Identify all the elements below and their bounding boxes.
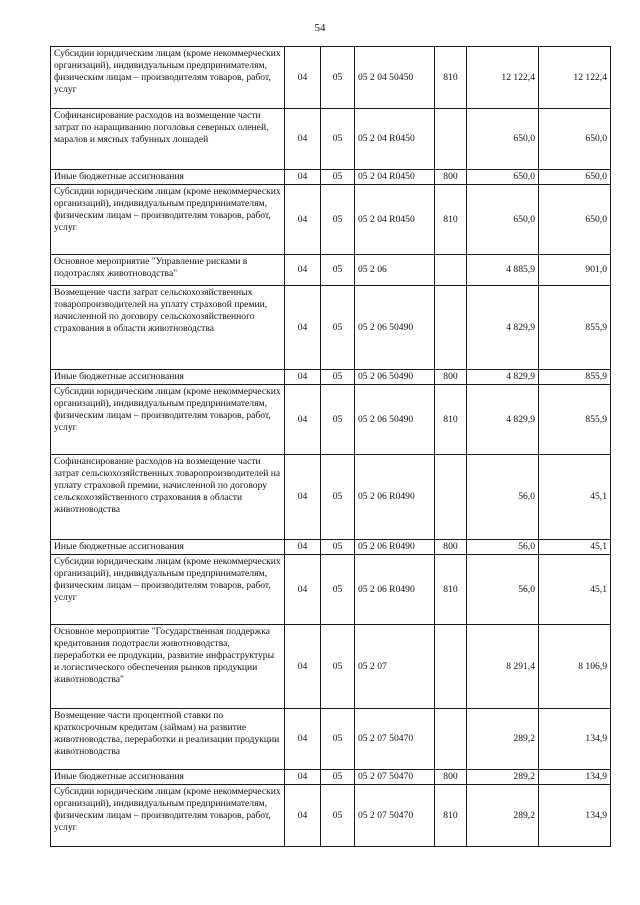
- row-section: 04: [285, 555, 321, 625]
- row-name: Софинансирование расходов на возмещение части затрат по наращиванию поголовья северных оленей, маралов и мясных табунных лошадей: [51, 109, 285, 170]
- row-amount-1: 8 291,4: [467, 625, 539, 709]
- row-expense-type: [435, 109, 467, 170]
- row-target-article: 05 2 06 R0490: [355, 455, 435, 540]
- row-subsection: 05: [321, 255, 355, 286]
- row-expense-type: [435, 455, 467, 540]
- row-target-article: 05 2 06 50490: [355, 385, 435, 455]
- row-amount-2: 45,1: [539, 540, 611, 555]
- table-row: [51, 540, 611, 555]
- row-amount-2: 650,0: [539, 170, 611, 185]
- row-amount-2: 855,9: [539, 385, 611, 455]
- row-target-article: 05 2 04 50450: [355, 47, 435, 109]
- row-target-article: 05 2 07 50470: [355, 709, 435, 770]
- row-expense-type: [435, 625, 467, 709]
- table-row: [51, 455, 611, 540]
- row-target-article: 05 2 04 R0450: [355, 185, 435, 255]
- row-name: Субсидии юридическим лицам (кроме некоммерческих организаций), индивидуальным предпринимателям, физическим лицам – производителям товаров, работ, услуг: [51, 555, 285, 625]
- row-amount-1: 4 829,9: [467, 286, 539, 370]
- row-amount-2: 650,0: [539, 109, 611, 170]
- row-subsection: 05: [321, 709, 355, 770]
- row-expense-type: [435, 709, 467, 770]
- row-subsection: 05: [321, 286, 355, 370]
- row-amount-1: 650,0: [467, 109, 539, 170]
- row-subsection: 05: [321, 170, 355, 185]
- row-section: 04: [285, 709, 321, 770]
- row-amount-2: 12 122,4: [539, 47, 611, 109]
- row-amount-1: 56,0: [467, 540, 539, 555]
- row-section: 04: [285, 47, 321, 109]
- row-target-article: 05 2 04 R0450: [355, 109, 435, 170]
- row-name: Софинансирование расходов на возмещение части затрат сельскохозяйственных товаропроизводителей на уплату страховой премии, начисленной по договору сельскохозяйственного страхования в области животноводства: [51, 455, 285, 540]
- row-expense-type: 810: [435, 555, 467, 625]
- table-row: [51, 625, 611, 709]
- row-section: 04: [285, 540, 321, 555]
- row-name: Возмещение части затрат сельскохозяйственных товаропроизводителей на уплату страховой премии, начисленной по договору сельскохозяйственного страхования в области животноводства: [51, 286, 285, 370]
- row-amount-2: 134,9: [539, 770, 611, 785]
- row-section: 04: [285, 625, 321, 709]
- row-expense-type: 810: [435, 185, 467, 255]
- row-section: 04: [285, 255, 321, 286]
- row-amount-2: 901,0: [539, 255, 611, 286]
- row-name: Субсидии юридическим лицам (кроме некоммерческих организаций), индивидуальным предпринимателям, физическим лицам – производителям товаров, работ, услуг: [51, 185, 285, 255]
- row-subsection: 05: [321, 109, 355, 170]
- row-amount-2: 134,9: [539, 785, 611, 847]
- row-amount-1: 289,2: [467, 785, 539, 847]
- row-target-article: 05 2 04 R0450: [355, 170, 435, 185]
- row-section: 04: [285, 109, 321, 170]
- row-subsection: 05: [321, 185, 355, 255]
- row-name: Иные бюджетные ассигнования: [51, 770, 285, 785]
- table-row: [51, 709, 611, 770]
- row-amount-2: 650,0: [539, 185, 611, 255]
- row-section: 04: [285, 455, 321, 540]
- row-section: 04: [285, 286, 321, 370]
- row-subsection: 05: [321, 540, 355, 555]
- row-subsection: 05: [321, 47, 355, 109]
- row-amount-1: 4 829,9: [467, 385, 539, 455]
- row-section: 04: [285, 170, 321, 185]
- table-row: [51, 185, 611, 255]
- row-name: Иные бюджетные ассигнования: [51, 170, 285, 185]
- row-subsection: 05: [321, 455, 355, 540]
- row-section: 04: [285, 785, 321, 847]
- row-subsection: 05: [321, 770, 355, 785]
- row-expense-type: 800: [435, 170, 467, 185]
- row-expense-type: 800: [435, 370, 467, 385]
- table-row: [51, 47, 611, 109]
- row-target-article: 05 2 07 50470: [355, 785, 435, 847]
- row-amount-1: 56,0: [467, 455, 539, 540]
- row-amount-2: 134,9: [539, 709, 611, 770]
- row-section: 04: [285, 370, 321, 385]
- table-row: [51, 370, 611, 385]
- row-amount-2: 8 106,9: [539, 625, 611, 709]
- row-name: Субсидии юридическим лицам (кроме некоммерческих организаций), индивидуальным предпринимателям, физическим лицам – производителям товаров, работ, услуг: [51, 385, 285, 455]
- row-amount-1: 650,0: [467, 170, 539, 185]
- row-subsection: 05: [321, 370, 355, 385]
- row-target-article: 05 2 06 R0490: [355, 540, 435, 555]
- row-amount-1: 12 122,4: [467, 47, 539, 109]
- row-amount-2: 45,1: [539, 455, 611, 540]
- table-row: [51, 555, 611, 625]
- row-target-article: 05 2 06 50490: [355, 370, 435, 385]
- row-name: Возмещение части процентной ставки по краткосрочным кредитам (займам) на развитие животноводства, переработки и реализации продукции животноводства: [51, 709, 285, 770]
- table-row: [51, 109, 611, 170]
- row-target-article: 05 2 06 50490: [355, 286, 435, 370]
- budget-table: [50, 46, 611, 847]
- row-expense-type: 810: [435, 385, 467, 455]
- row-amount-1: 289,2: [467, 709, 539, 770]
- row-name: Иные бюджетные ассигнования: [51, 370, 285, 385]
- table-row: [51, 385, 611, 455]
- row-subsection: 05: [321, 385, 355, 455]
- row-section: 04: [285, 385, 321, 455]
- row-target-article: 05 2 07 50470: [355, 770, 435, 785]
- row-name: Субсидии юридическим лицам (кроме некоммерческих организаций), индивидуальным предпринимателям, физическим лицам – производителям товаров, работ, услуг: [51, 47, 285, 109]
- row-amount-1: 650,0: [467, 185, 539, 255]
- row-name: Субсидии юридическим лицам (кроме некоммерческих организаций), индивидуальным предпринимателям, физическим лицам – производителям товаров, работ, услуг: [51, 785, 285, 847]
- row-expense-type: [435, 286, 467, 370]
- row-target-article: 05 2 06 R0490: [355, 555, 435, 625]
- row-target-article: 05 2 06: [355, 255, 435, 286]
- row-subsection: 05: [321, 555, 355, 625]
- row-name: Основное мероприятие "Государственная поддержка кредитования подотрасли животноводства, переработки ее продукции, развитие инфраструктуры и логистического обеспечения рынков продукции животноводства": [51, 625, 285, 709]
- row-amount-2: 855,9: [539, 286, 611, 370]
- table-row: [51, 170, 611, 185]
- row-expense-type: 800: [435, 770, 467, 785]
- row-amount-1: 4 885,9: [467, 255, 539, 286]
- table-row: [51, 255, 611, 286]
- row-expense-type: 810: [435, 785, 467, 847]
- row-expense-type: 810: [435, 47, 467, 109]
- row-subsection: 05: [321, 785, 355, 847]
- row-section: 04: [285, 185, 321, 255]
- row-expense-type: [435, 255, 467, 286]
- row-amount-2: 855,9: [539, 370, 611, 385]
- row-subsection: 05: [321, 625, 355, 709]
- row-name: Основное мероприятие "Управление рисками в подотраслях животноводства": [51, 255, 285, 286]
- row-expense-type: 800: [435, 540, 467, 555]
- row-section: 04: [285, 770, 321, 785]
- row-amount-1: 4 829,9: [467, 370, 539, 385]
- row-amount-1: 56,0: [467, 555, 539, 625]
- row-target-article: 05 2 07: [355, 625, 435, 709]
- row-amount-2: 45,1: [539, 555, 611, 625]
- table-row: [51, 286, 611, 370]
- table-row: [51, 785, 611, 847]
- row-amount-1: 289,2: [467, 770, 539, 785]
- page-number: 54: [314, 22, 326, 34]
- table-row: [51, 770, 611, 785]
- row-name: Иные бюджетные ассигнования: [51, 540, 285, 555]
